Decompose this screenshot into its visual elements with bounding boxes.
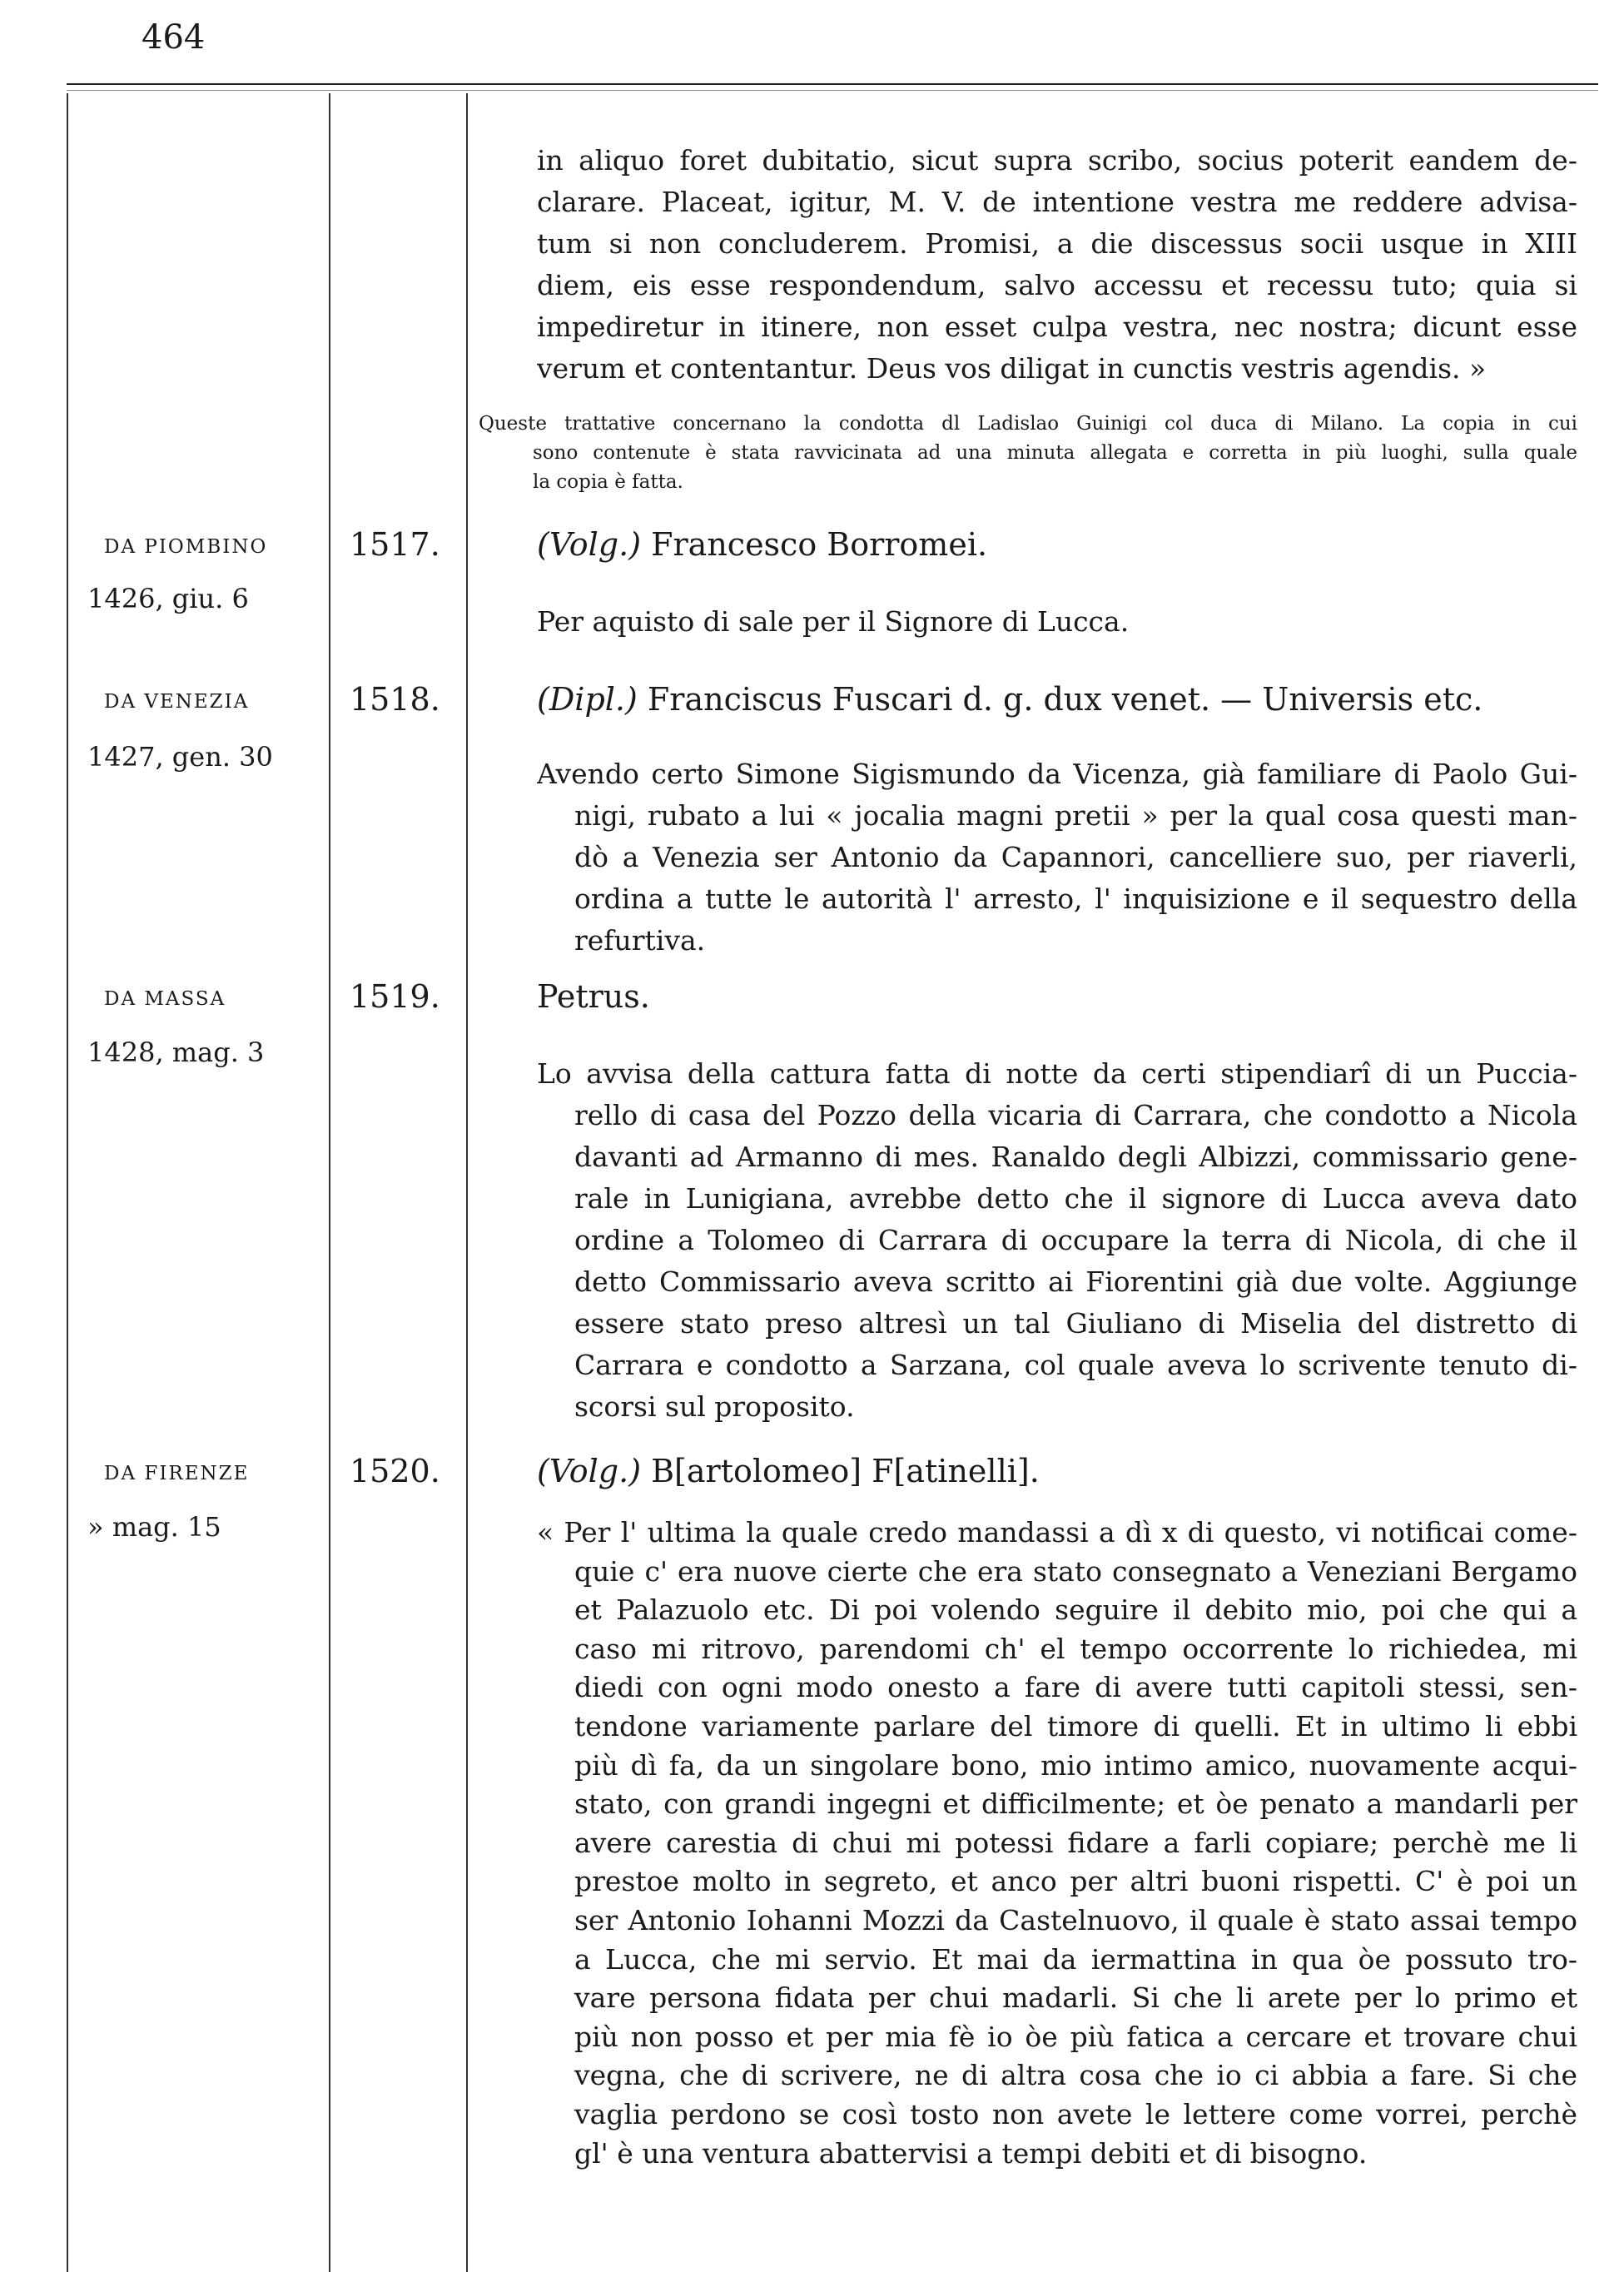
text-line: ordine a Tolomeo di Carrara di occupare la terra di Nicola, di che il — [574, 1224, 1577, 1256]
text-line: ser Antonio Iohanni Mozzi da Castelnuovo, il quale è stato assai tempo — [574, 1903, 1577, 1936]
text-line: la copia è fatta. — [533, 471, 683, 493]
entry-number: 1520. — [350, 1453, 440, 1489]
entry-heading — [537, 978, 1577, 1015]
page-number: 464 — [142, 18, 206, 57]
entry-place: DA MASSA — [104, 988, 226, 1010]
text-line: vegna, che di scrivere, ne di altra cosa che io ci abbia a fare. Si che — [574, 2059, 1577, 2092]
entry-heading — [537, 526, 1577, 563]
text-line: detto Commissario aveva scritto ai Fiorentini già due volte. Aggiunge — [574, 1265, 1577, 1298]
entry-prefix: (Dipl.) — [537, 681, 638, 718]
entry-heading-text: Franciscus Fuscari d. g. dux venet. — Universis etc. — [637, 681, 1483, 718]
text-line: a Lucca, che mi servio. Et mai da iermattina in qua òe possuto tro- — [574, 1942, 1577, 1976]
text-line: sono contenute è stata ravvicinata ad una minuta allegata e corretta in più luoghi, sulla quale — [533, 442, 1577, 464]
entry-prefix: (Volg.) — [537, 1453, 642, 1489]
text-line: impediretur in itinere, non esset culpa vestra, nec nostra; dicunt esse — [537, 311, 1577, 343]
text-line: nigi, rubato a lui « jocalia magni pretii » per la qual cosa questi man- — [574, 799, 1577, 832]
entry-place: DA FIRENZE — [104, 1463, 250, 1484]
text-line: gl' è una ventura abattervisi a tempi debiti et di bisogno. — [574, 2136, 1368, 2170]
text-line: caso mi ritrovo, parendomi ch' el tempo occorrente lo richiedea, mi — [574, 1632, 1577, 1665]
text-line: ordina a tutte le autorità l' arresto, l' inquisizione e il sequestro della — [574, 882, 1577, 915]
text-line: davanti ad Armanno di mes. Ranaldo degli Albizzi, commissario gene- — [574, 1141, 1577, 1173]
top-rule-thin — [67, 90, 1598, 91]
text-line: Queste trattative concernano la condotta dl Ladislao Guinigi col duca di Milano. La copia in cui — [479, 413, 1577, 435]
text-line: vaglia perdono se così tosto non avete le lettere come vorrei, perchè — [574, 2097, 1577, 2130]
entry-body — [537, 1514, 1577, 2173]
text-line: clarare. Placeat, igitur, M. V. de intentione vestra me reddere advisa- — [537, 186, 1577, 218]
column-divider-middle — [329, 93, 330, 2272]
text-line: « Per l' ultima la quale credo mandassi a dì x di questo, vi notificai come- — [537, 1516, 1577, 1549]
entry-heading — [537, 1453, 1577, 1489]
entry-number: 1518. — [350, 681, 440, 718]
text-line: rello di casa del Pozzo della vicaria di Carrara, che condotto a Nicola — [574, 1099, 1577, 1131]
text-line: scorsi sul proposito. — [574, 1390, 855, 1423]
text-line: diem, eis esse respondendum, salvo accessu et recessu tuto; quia si — [537, 269, 1577, 301]
text-line: diedi con ogni modo onesto a fare di avere tutti capitoli stessi, sen- — [574, 1671, 1577, 1704]
text-line: vare persona fidata per chui madarli. Si che li arete per lo primo et — [574, 1981, 1577, 2015]
entry-place: DA PIOMBINO — [104, 536, 268, 558]
text-line: refurtiva. — [574, 924, 706, 957]
entry-prefix: (Volg.) — [537, 526, 642, 563]
text-line: dò a Venezia ser Antonio da Capannori, cancelliere suo, per riaverli, — [574, 841, 1577, 873]
entry-date: 1428, mag. 3 — [87, 1037, 265, 1068]
text-line: Lo avvisa della cattura fatta di notte da certi stipendiarî di un Puccia- — [537, 1057, 1577, 1090]
footnote — [479, 410, 1577, 497]
column-divider-left — [67, 93, 68, 2272]
text-line: Avendo certo Simone Sigismundo da Vicenza, già familiare di Paolo Gui- — [537, 758, 1577, 790]
entry-number: 1517. — [350, 526, 440, 563]
entry-date: 1427, gen. 30 — [87, 741, 273, 773]
text-line: rale in Lunigiana, avrebbe detto che il signore di Lucca aveva dato — [574, 1182, 1577, 1215]
text-line: tendone variamente parlare del timore di quelli. Et in ultimo li ebbi — [574, 1709, 1577, 1743]
entry-heading-text: Petrus. — [537, 978, 650, 1015]
entry-heading-text: Francesco Borromei. — [641, 526, 988, 563]
top-rule — [67, 83, 1598, 85]
entry-heading-text: B[artolomeo] F[atinelli]. — [641, 1453, 1040, 1489]
text-line: prestoe molto in segreto, et anco per altri buoni rispetti. C' è poi un — [574, 1865, 1577, 1898]
text-line: Carrara e condotto a Sarzana, col quale aveva lo scrivente tenuto di- — [574, 1349, 1577, 1381]
entry-date: » mag. 15 — [87, 1511, 221, 1543]
text-line: et Palazuolo etc. Di poi volendo seguire il debito mio, poi che qui a — [574, 1593, 1577, 1627]
text-line: in aliquo foret dubitatio, sicut supra scribo, socius poterit eandem de- — [537, 144, 1577, 176]
entry-date: 1426, giu. 6 — [87, 583, 249, 614]
column-divider-right — [466, 93, 468, 2272]
text-line: tum si non concluderem. Promisi, a die discessus socii usque in XIII — [537, 227, 1577, 260]
text-line: più non posso et per mia fè io òe più fatica a cercare et trovare chui — [574, 2020, 1577, 2053]
entry-heading — [537, 681, 1577, 718]
entry-body — [537, 753, 1577, 962]
text-line: Per aquisto di sale per il Signore di Lucca. — [537, 605, 1130, 638]
entry-body — [537, 601, 1577, 643]
entry-place: DA VENEZIA — [104, 691, 250, 713]
text-line: verum et contentantur. Deus vos diligat in cunctis vestris agendis. » — [537, 352, 1487, 385]
text-line: essere stato preso altresì un tal Giuliano di Miselia del distretto di — [574, 1307, 1577, 1340]
text-line: stato, con grandi ingegni et difficilmente; et òe penato a mandarli per — [574, 1787, 1577, 1821]
entry-body — [537, 1053, 1577, 1428]
entry-number: 1519. — [350, 978, 440, 1015]
text-line: quie c' era nuove cierte che era stato consegnato a Veneziani Bergamo — [574, 1554, 1577, 1588]
continuation-text — [537, 140, 1577, 390]
text-line: più dì fa, da un singolare bono, mio intimo amico, nuovamente acqui- — [574, 1748, 1577, 1782]
text-line: avere carestia di chui mi potessi fidare a farli copiare; perchè me li — [574, 1826, 1577, 1859]
